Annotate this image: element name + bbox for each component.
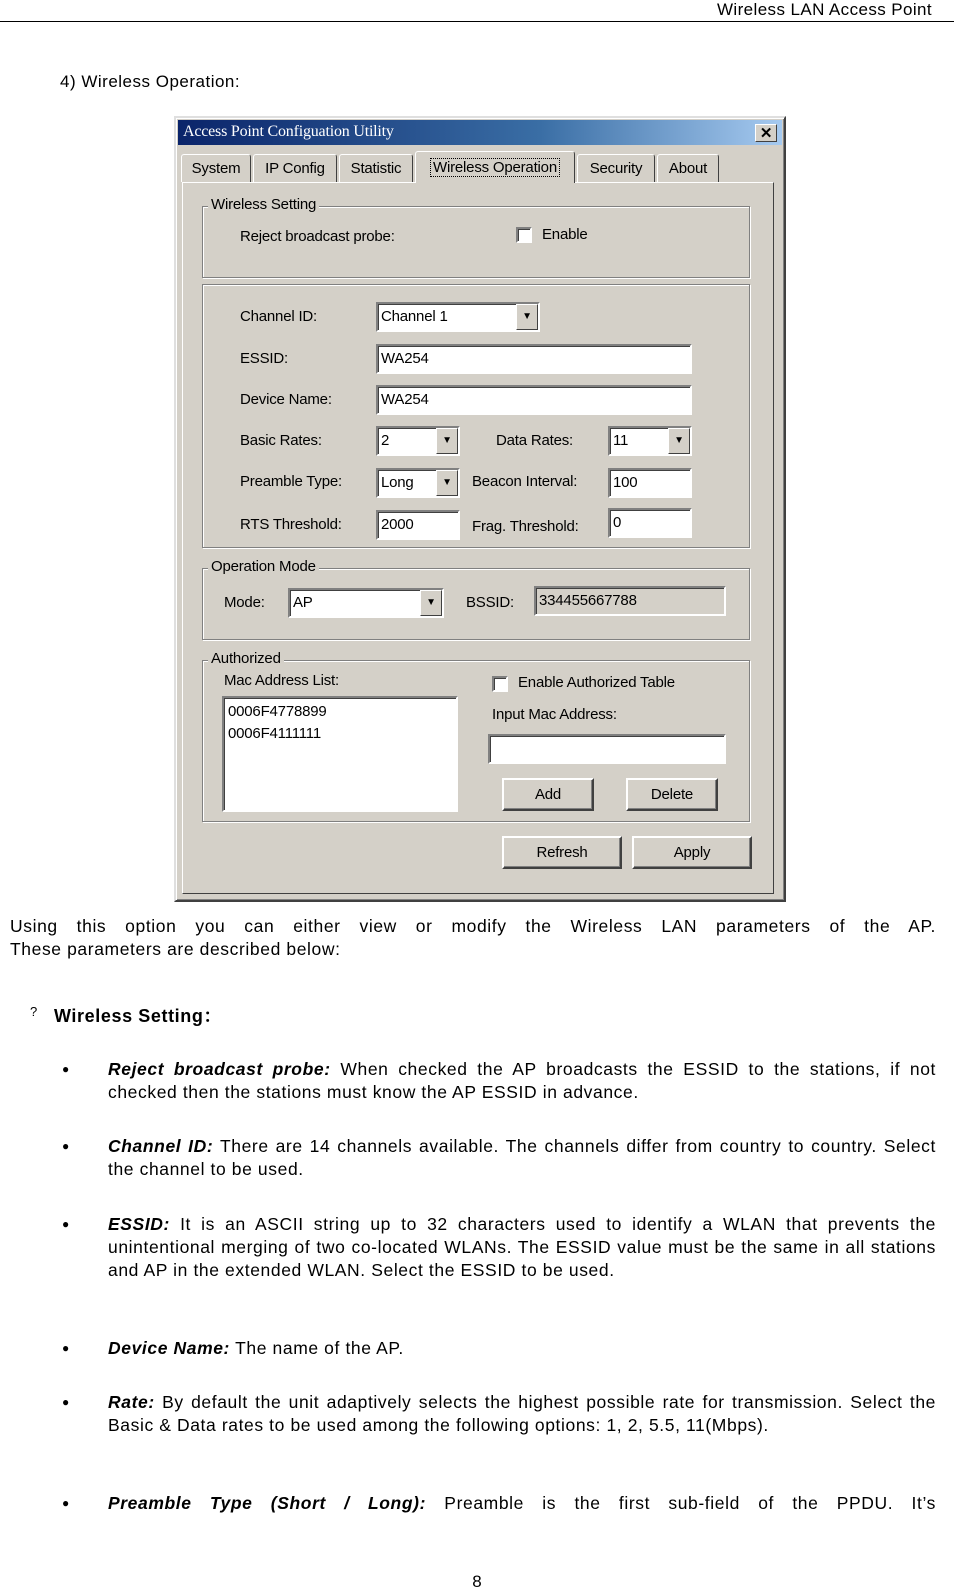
chevron-down-icon[interactable]: ▼ — [668, 428, 690, 454]
operation-mode-legend: Operation Mode — [208, 558, 319, 576]
bullet-essid: ESSID: It is an ASCII string up to 32 characters used to identify a WLAN that prevents the unintentional merging of two co-located WLANs. The ESSID value must be the same in all stations and AP in the extended WLAN. Select the ESSID to be used. — [108, 1214, 936, 1280]
data-rates-label: Data Rates: — [496, 432, 574, 449]
subheading-marker: ? — [30, 1004, 38, 1019]
mac-address-list[interactable] — [222, 696, 458, 812]
bullet-channel-id: Channel ID: There are 14 channels available. The channels differ from country to country. Select the channel to be used. — [108, 1136, 936, 1179]
running-header: Wireless LAN Access Point — [716, 0, 932, 19]
page-number: 8 — [472, 1572, 482, 1591]
bullet-icon: ● — [62, 1062, 70, 1076]
subheading-tail: ： — [203, 1006, 223, 1026]
bssid-label: BSSID: — [466, 594, 514, 611]
close-icon: ✕ — [759, 124, 773, 142]
rts-threshold-label: RTS Threshold: — [240, 516, 342, 533]
data-rates-select[interactable]: 11 ▼ — [608, 426, 692, 456]
bssid-field: 334455667788 — [534, 586, 726, 616]
enable-authorized-table-label: Enable Authorized Table — [518, 674, 675, 691]
chevron-down-icon[interactable]: ▼ — [436, 428, 458, 454]
tab-statistic[interactable]: Statistic — [339, 154, 413, 182]
preamble-type-label: Preamble Type: — [240, 473, 342, 490]
bullet-icon: ● — [62, 1217, 70, 1231]
reject-probe-label: Reject broadcast probe: — [240, 228, 395, 245]
chevron-down-icon[interactable]: ▼ — [516, 304, 538, 330]
tab-security[interactable]: Security — [577, 154, 655, 182]
bullet-rate: Rate: By default the unit adaptively selects the highest possible rate for transmission. Select the Basic & Data rates to be used among the following options: 1, 2, 5.5, 11(Mbps). — [108, 1392, 936, 1435]
enable-authorized-table-checkbox[interactable] — [492, 676, 508, 692]
header-rule — [0, 21, 954, 22]
tab-wireless-operation[interactable]: Wireless Operation — [415, 151, 575, 183]
section-title: 4) Wireless Operation: — [60, 72, 241, 91]
bullet-preamble-type: Preamble Type (Short / Long): Preamble is the first sub-field of the PPDU. It’s — [108, 1493, 936, 1513]
intro-line-1: Using this option you can either view or modify the Wireless LAN parameters of the AP. — [10, 916, 936, 936]
chevron-down-icon[interactable]: ▼ — [436, 470, 458, 496]
bullet-icon: ● — [62, 1395, 70, 1409]
subheading — [54, 1002, 222, 1028]
device-name-label: Device Name: — [240, 391, 332, 408]
preamble-type-select[interactable]: Long ▼ — [376, 468, 460, 498]
subheading-text: Wireless Setting — [54, 1006, 204, 1026]
refresh-button[interactable]: Refresh — [502, 836, 622, 869]
wireless-setting-legend: Wireless Setting — [208, 196, 319, 214]
mode-select[interactable]: AP ▼ — [288, 588, 444, 618]
bullet-icon: ● — [62, 1139, 70, 1153]
title-bar[interactable] — [178, 120, 782, 145]
input-mac-field[interactable] — [488, 734, 726, 764]
window-title: Access Point Configuation Utility — [183, 123, 394, 140]
list-item[interactable]: 0006F4778899 — [228, 703, 327, 720]
reject-probe-checkbox[interactable] — [516, 227, 532, 243]
basic-rates-select[interactable]: 2 ▼ — [376, 426, 460, 456]
channel-id-label: Channel ID: — [240, 308, 318, 325]
bullet-device-name: Device Name: The name of the AP. — [108, 1338, 404, 1358]
authorized-legend: Authorized — [208, 650, 284, 668]
add-button[interactable]: Add — [502, 778, 594, 811]
apply-button[interactable]: Apply — [632, 836, 752, 869]
essid-label: ESSID: — [240, 350, 288, 367]
frag-threshold-input[interactable]: 0 — [608, 508, 692, 538]
enable-label: Enable — [542, 226, 588, 243]
channel-id-select[interactable]: Channel 1 ▼ — [376, 302, 540, 332]
config-utility-window — [174, 116, 786, 902]
frag-threshold-label: Frag. Threshold: — [472, 518, 579, 535]
close-button[interactable] — [755, 124, 777, 142]
list-item[interactable]: 0006F4111111 — [228, 725, 321, 742]
beacon-interval-input[interactable]: 100 — [608, 468, 692, 498]
rts-threshold-input[interactable]: 2000 — [376, 510, 460, 540]
intro-line-2: These parameters are described below: — [10, 939, 341, 959]
basic-rates-label: Basic Rates: — [240, 432, 322, 449]
mac-list-label: Mac Address List: — [224, 672, 339, 689]
tab-ip-config[interactable]: IP Config — [253, 154, 337, 182]
tab-about[interactable]: About — [657, 154, 719, 182]
bullet-icon: ● — [62, 1496, 70, 1510]
beacon-interval-label: Beacon Interval: — [472, 473, 578, 490]
mode-label: Mode: — [224, 594, 265, 611]
essid-input[interactable]: WA254 — [376, 344, 692, 374]
tab-system[interactable]: System — [181, 154, 251, 182]
delete-button[interactable]: Delete — [626, 778, 718, 811]
device-name-input[interactable]: WA254 — [376, 385, 692, 415]
input-mac-label: Input Mac Address: — [492, 706, 617, 723]
chevron-down-icon[interactable]: ▼ — [420, 590, 442, 616]
bullet-icon: ● — [62, 1341, 70, 1355]
bullet-reject-probe: Reject broadcast probe: When checked the AP broadcasts the ESSID to the stations, if not checked then the stations must know the AP ESSID in advance. — [108, 1059, 936, 1102]
